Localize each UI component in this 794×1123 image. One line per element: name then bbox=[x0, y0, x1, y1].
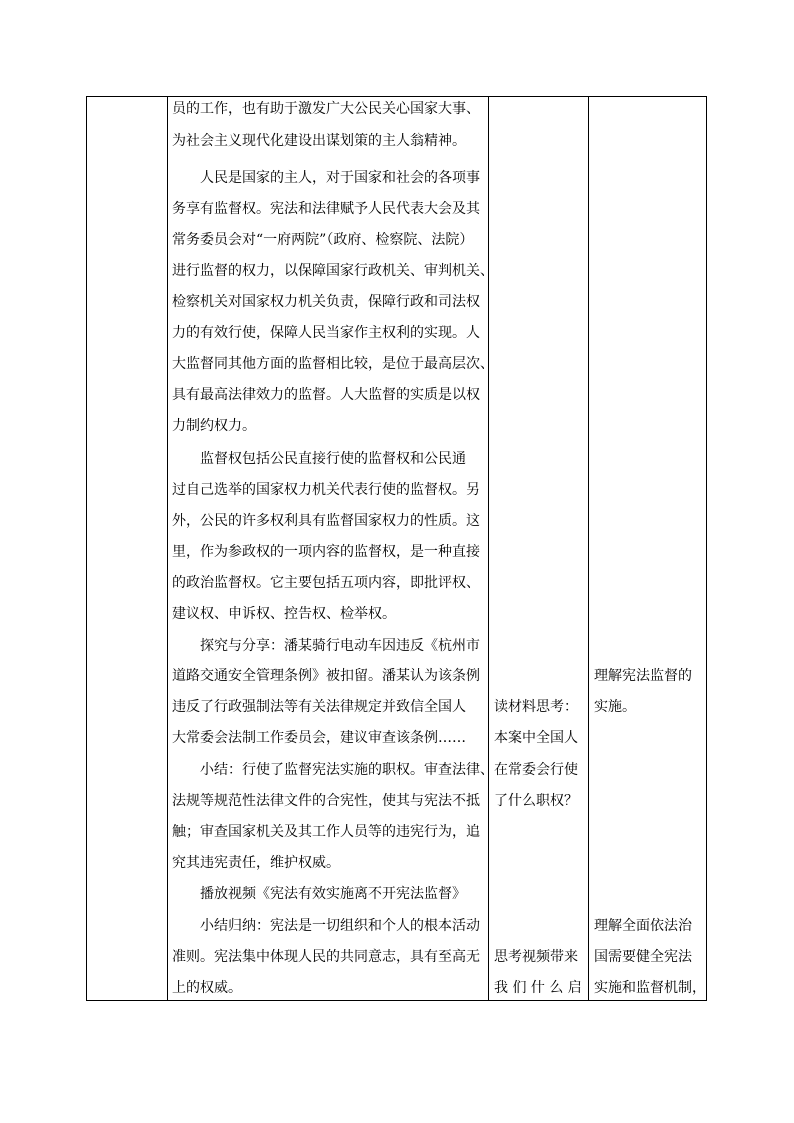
content-line: 道路交通安全管理条例》被扣留。潘某认为该条例 bbox=[172, 668, 480, 684]
student-line: 思考视频带来 bbox=[494, 949, 578, 965]
column-divider-1 bbox=[167, 96, 168, 1001]
content-line: 违反了行政强制法等有关法律规定并致信全国人 bbox=[172, 699, 466, 715]
intent-line: 理解宪法监督的 bbox=[594, 668, 692, 684]
content-line: 检察机关对国家权力机关负责，保障行政和司法权 bbox=[172, 294, 480, 310]
content-line: 的政治监督权。它主要包括五项内容，即批评权、 bbox=[172, 575, 480, 591]
student-line: 我 们 什 么 启 bbox=[494, 980, 582, 996]
student-line: 本案中全国人 bbox=[494, 730, 578, 746]
content-line: 为社会主义现代化建设出谋划策的主人翁精神。 bbox=[172, 133, 466, 149]
content-line: 过自己选举的国家权力机关代表行使的监督权。另 bbox=[172, 482, 480, 498]
student-line: 了什么职权？ bbox=[494, 793, 578, 809]
content-line: 大常委会法制工作委员会，建议审查该条例…… bbox=[172, 730, 466, 746]
content-line: 常务委员会对“一府两院”（政府、检察院、法院） bbox=[172, 232, 474, 248]
content-line: 触；审查国家机关及其工作人员等的违宪行为，追 bbox=[172, 824, 480, 840]
content-line: 探究与分享：潘某骑行电动车因违反《杭州市 bbox=[172, 638, 480, 654]
content-line: 大监督同其他方面的监督相比较，是位于最高层次、 bbox=[172, 356, 494, 372]
content-line: 进行监督的权力，以保障国家行政机关、审判机关、 bbox=[172, 263, 494, 279]
table-bottom-border bbox=[86, 1000, 707, 1001]
column-divider-2 bbox=[488, 96, 489, 1001]
content-line: 究其违宪责任，维护权威。 bbox=[172, 855, 340, 871]
content-line: 力的有效行使，保障人民当家作主权利的实现。人 bbox=[172, 325, 480, 341]
content-line: 里，作为参政权的一项内容的监督权，是一种直接 bbox=[172, 544, 480, 560]
intent-line: 实施。 bbox=[594, 699, 636, 715]
student-line: 读材料思考： bbox=[494, 699, 578, 715]
content-line: 务享有监督权。宪法和法律赋予人民代表大会及其 bbox=[172, 201, 480, 217]
content-line: 小结：行使了监督宪法实施的职权。审查法律、 bbox=[172, 762, 494, 778]
content-line: 员的工作，也有助于激发广大公民关心国家大事、 bbox=[172, 101, 480, 117]
content-line: 具有最高法律效力的监督。人大监督的实质是以权 bbox=[172, 387, 480, 403]
content-line: 法规等规范性法律文件的合宪性，使其与宪法不抵 bbox=[172, 793, 480, 809]
table-right-border bbox=[706, 96, 707, 1001]
content-line: 播放视频《宪法有效实施离不开宪法监督》 bbox=[172, 886, 466, 902]
table-left-border bbox=[86, 96, 87, 1001]
intent-line: 国需要健全宪法 bbox=[594, 949, 692, 965]
intent-line: 实施和监督机制， bbox=[594, 980, 706, 996]
content-line: 外，公民的许多权利具有监督国家权力的性质。这 bbox=[172, 513, 480, 529]
content-line: 力制约权力。 bbox=[172, 418, 256, 434]
content-line: 准则。宪法集中体现人民的共同意志，具有至高无 bbox=[172, 949, 480, 965]
student-line: 在常委会行使 bbox=[494, 762, 578, 778]
content-line: 上的权威。 bbox=[172, 980, 242, 996]
intent-line: 理解全面依法治 bbox=[594, 918, 692, 934]
content-line: 人民是国家的主人，对于国家和社会的各项事 bbox=[172, 170, 480, 186]
content-line: 建议权、申诉权、控告权、检举权。 bbox=[172, 606, 396, 622]
table-top-border bbox=[86, 96, 707, 97]
content-line: 小结归纳：宪法是一切组织和个人的根本活动 bbox=[172, 918, 480, 934]
column-divider-3 bbox=[588, 96, 589, 1001]
content-line: 监督权包括公民直接行使的监督权和公民通 bbox=[172, 451, 466, 467]
